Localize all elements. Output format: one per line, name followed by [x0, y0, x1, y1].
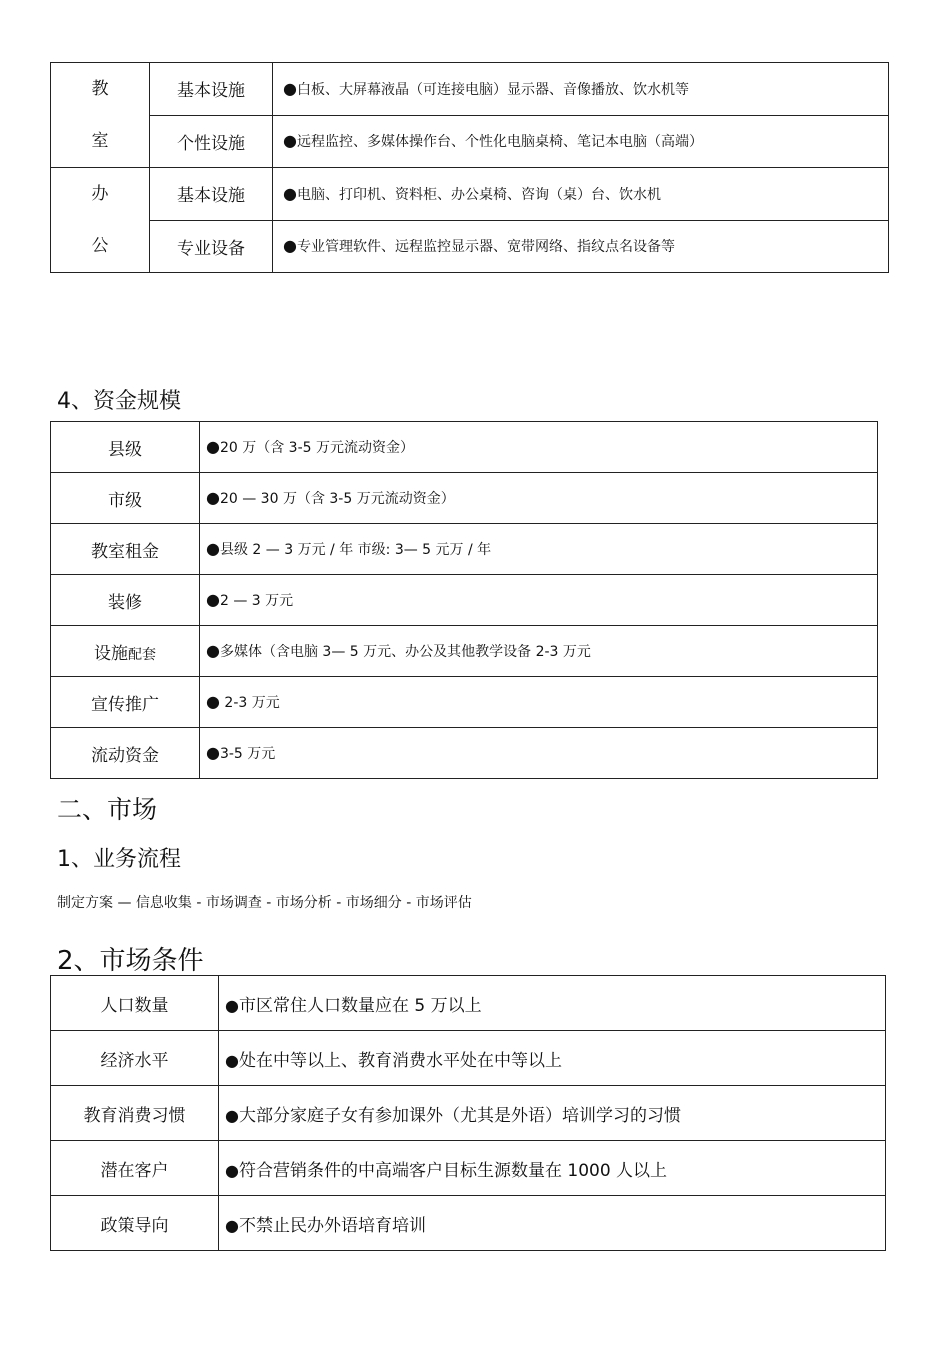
conditions-key: 人口数量 — [51, 976, 219, 1031]
funds-value — [200, 626, 878, 677]
category-cell — [51, 168, 150, 273]
funds-value-text: 20 万（含 3-5 万元流动资金） — [219, 440, 414, 456]
bullet-icon — [225, 1106, 239, 1126]
conditions-heading: 2、市场条件 — [57, 946, 204, 976]
facility-name: 个性设施 — [150, 115, 273, 168]
category-char: 公 — [91, 236, 109, 256]
conditions-key: 经济水平 — [51, 1031, 219, 1086]
table-row — [51, 473, 878, 524]
facilities-table — [50, 62, 889, 273]
bullet-icon — [283, 239, 297, 255]
funds-value — [200, 728, 878, 779]
facility-desc — [273, 63, 889, 116]
funds-key-text: 设施 — [94, 643, 128, 664]
category-cell — [51, 63, 150, 168]
conditions-table — [50, 975, 886, 1251]
conditions-value-text: 处在中等以上、教育消费水平处在中等以上 — [238, 1050, 562, 1071]
facility-desc — [273, 220, 889, 273]
facility-desc-text: 白板、大屏幕液晶（可连接电脑）显示器、音像播放、饮水机等 — [296, 81, 689, 98]
table-row — [51, 168, 889, 221]
bullet-icon — [283, 82, 297, 98]
funds-value-text: 2-3 万元 — [219, 695, 280, 711]
conditions-value-text: 符合营销条件的中高端客户目标生源数量在 1000 人以上 — [238, 1160, 668, 1181]
table-row — [51, 115, 889, 168]
funds-value — [200, 473, 878, 524]
facility-desc — [273, 168, 889, 221]
funds-value-text: 县级 2 — 3 万元 / 年 市级: 3— 5 元万 / 年 — [219, 542, 492, 558]
table-row — [51, 1196, 886, 1251]
funds-heading: 4、资金规模 — [57, 389, 181, 414]
funds-value-text: 20 — 30 万（含 3-5 万元流动资金） — [219, 491, 455, 507]
bullet-icon — [206, 695, 220, 711]
table-row — [51, 220, 889, 273]
market-heading: 二、市场 — [57, 795, 158, 824]
conditions-value-text: 大部分家庭子女有参加课外（尤其是外语）培训学习的习惯 — [238, 1105, 681, 1126]
conditions-key: 潜在客户 — [51, 1141, 219, 1196]
conditions-value-text: 不禁止民办外语培育培训 — [238, 1215, 426, 1236]
category-char: 室 — [91, 131, 109, 151]
funds-value — [200, 422, 878, 473]
bullet-icon — [206, 440, 220, 456]
bullet-icon — [206, 746, 220, 762]
funds-value — [200, 524, 878, 575]
funds-key — [51, 626, 200, 677]
facility-desc-text: 电脑、打印机、资料柜、办公桌椅、咨询（桌）台、饮水机 — [296, 186, 661, 203]
conditions-key: 教育消费习惯 — [51, 1086, 219, 1141]
table-row — [51, 1141, 886, 1196]
table-row — [51, 524, 878, 575]
conditions-value — [219, 1086, 886, 1141]
table-row — [51, 626, 878, 677]
bullet-icon — [225, 996, 239, 1016]
facility-name: 基本设施 — [150, 63, 273, 116]
bullet-icon — [225, 1051, 239, 1071]
funds-key: 县级 — [51, 422, 200, 473]
table-row — [51, 976, 886, 1031]
bullet-icon — [283, 134, 297, 150]
conditions-value — [219, 1141, 886, 1196]
funds-key: 市级 — [51, 473, 200, 524]
funds-value — [200, 677, 878, 728]
funds-key: 教室租金 — [51, 524, 200, 575]
funds-value — [200, 575, 878, 626]
category-char: 教 — [91, 79, 109, 99]
bullet-icon — [206, 542, 220, 558]
conditions-value-text: 市区常住人口数量应在 5 万以上 — [238, 995, 482, 1016]
table-row — [51, 1086, 886, 1141]
funds-value-text: 3-5 万元 — [219, 746, 276, 762]
bullet-icon — [283, 187, 297, 203]
table-row — [51, 422, 878, 473]
facility-desc-text: 远程监控、多媒体操作台、个性化电脑桌椅、笔记本电脑（高端） — [296, 134, 703, 151]
table-row — [51, 1031, 886, 1086]
table-row — [51, 728, 878, 779]
bullet-icon — [225, 1161, 239, 1181]
conditions-value — [219, 976, 886, 1031]
bullet-icon — [206, 644, 220, 660]
facility-desc — [273, 115, 889, 168]
bullet-icon — [225, 1216, 239, 1236]
facility-desc-text: 专业管理软件、远程监控显示器、宽带网络、指纹点名设备等 — [296, 239, 675, 256]
funds-key: 流动资金 — [51, 728, 200, 779]
conditions-key: 政策导向 — [51, 1196, 219, 1251]
funds-value-text: 2 — 3 万元 — [219, 593, 294, 609]
table-row — [51, 677, 878, 728]
table-row — [51, 63, 889, 116]
table-row — [51, 575, 878, 626]
conditions-value — [219, 1031, 886, 1086]
facility-name: 基本设施 — [150, 168, 273, 221]
funds-key: 装修 — [51, 575, 200, 626]
funds-value-text: 多媒体（含电脑 3— 5 万元、办公及其他教学设备 2-3 万元 — [219, 644, 591, 660]
bullet-icon — [206, 491, 220, 507]
process-text: 制定方案 — 信息收集 - 市场调查 - 市场分析 - 市场细分 - 市场评估 — [57, 895, 472, 911]
bullet-icon — [206, 593, 220, 609]
facility-name: 专业设备 — [150, 220, 273, 273]
conditions-value — [219, 1196, 886, 1251]
funds-key-small: 配套 — [128, 646, 156, 663]
category-char: 办 — [91, 184, 109, 204]
funds-table — [50, 421, 878, 779]
process-heading: 1、业务流程 — [57, 847, 181, 872]
funds-key: 宣传推广 — [51, 677, 200, 728]
